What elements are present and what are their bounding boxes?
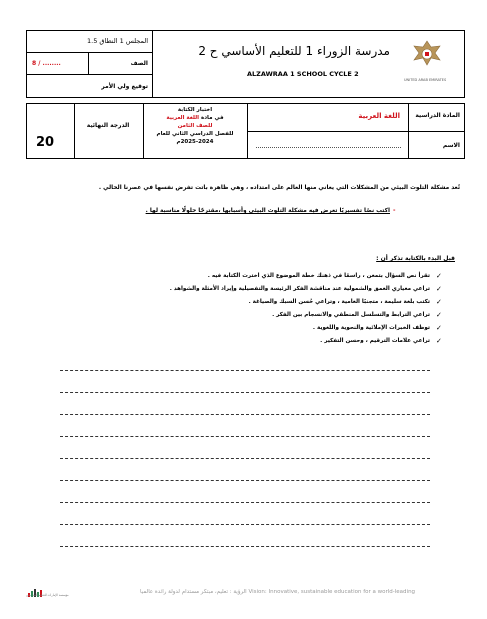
info-col-1 <box>74 103 75 159</box>
score-line <box>32 60 61 68</box>
ministry-caption: UNITED ARAB EMIRATES <box>404 78 447 82</box>
exam-year: 2025-2024م <box>176 139 214 145</box>
exam-title-line-4: للفصل الدراسي الثاني للعام <box>156 131 234 137</box>
checkmark-icon: ✓ <box>436 337 442 345</box>
writing-line[interactable] <box>60 436 430 437</box>
exam-title-line-3: للصف الثامن <box>177 123 213 129</box>
school-name-en: ALZAWRAA 1 SCHOOL CYCLE 2 <box>247 70 359 78</box>
foundation-logo-icon <box>28 582 52 592</box>
instruction-item: تكتب بلغة سليمة ، متجنبًا العامية ، وتراعي حُسن السبك والصياغة . <box>248 299 430 305</box>
writing-line[interactable] <box>60 546 430 547</box>
exam-subject: اللغة العربية <box>166 115 200 121</box>
name-field[interactable] <box>256 147 401 148</box>
prompt-task: اكتب نصًا تفسيريًا تعرض فيه مشكلة التلوث البيئي وأسبابها ،مقترحًا حلولًا مناسبة لها . <box>145 208 390 214</box>
uae-emblem-icon <box>410 38 444 72</box>
final-grade-label: الدرجة النهائية <box>86 122 130 129</box>
checkmark-icon: ✓ <box>436 324 442 332</box>
task-bullet: - <box>393 207 396 214</box>
exam-title-line-2: في مادة اللغة العربية <box>166 115 224 121</box>
checkmark-icon: ✓ <box>436 272 442 280</box>
exam-title <box>148 106 242 146</box>
instruction-item: تراعي علامات الترقيم ، وحسن التفكير . <box>320 338 430 344</box>
writing-line[interactable] <box>60 370 430 371</box>
writing-line[interactable] <box>60 392 430 393</box>
writing-line[interactable] <box>60 480 430 481</box>
guardian-signature-label: توقيع ولي الأمر <box>101 83 148 90</box>
checkmark-icon: ✓ <box>436 285 442 293</box>
info-row-right <box>247 131 465 132</box>
prompt-paragraph: تُعد مشكلة التلوث البيئي من المشكلات التي يعاني منها العالم على امتداده ، وهي ظاهرة باتت تفرض نفسها في عصرنا الحالي . <box>98 185 460 191</box>
instruction-item: تقرأ نص السؤال بتمعن ، راسمًا في ذهنك خطة الموضوع الذي اخترت الكتابة فيه . <box>207 273 430 279</box>
footer-vision: الرؤية : تعليم، مبتكر مستدام لدولة رائدة عالميا Vision: Innovative, sustainable education for a world-leading <box>140 589 416 595</box>
subject-value: اللغة العربية <box>358 112 400 120</box>
header-row-line-1 <box>26 52 152 53</box>
exam-title-line-1: اختبار الكتابة <box>177 107 213 113</box>
council-label: المجلس 1 النطاق 1.5 <box>87 37 148 45</box>
final-grade-value: 20 <box>36 135 55 150</box>
instruction-item: توظف الخبرات الإملائية والنحوية واللغوية . <box>312 325 430 331</box>
writing-line[interactable] <box>60 414 430 415</box>
school-name-ar: مدرسة الزوراء 1 للتعليم الأساسي ح 2 <box>198 44 390 58</box>
instruction-item: تراعي معياري العمق والشمولية عند مناقشة الفكر الرئيسة والتفصيلية وإيراد الأمثلة والشواهد . <box>169 286 430 292</box>
instruction-item: تراعي الترابط والتسلسل المنطقي والانسجام بين الفكر . <box>272 312 430 318</box>
writing-line[interactable] <box>60 502 430 503</box>
writing-line[interactable] <box>60 524 430 525</box>
name-label: الاسم <box>442 142 460 149</box>
header-row-line-2 <box>26 74 152 75</box>
checkmark-icon: ✓ <box>436 311 442 319</box>
info-col-2 <box>143 103 144 159</box>
header-divider <box>152 30 153 98</box>
subject-label: المادة الدراسية <box>415 112 460 119</box>
score-value: 8 / ........ <box>32 60 61 67</box>
checkmark-icon: ✓ <box>436 298 442 306</box>
foundation-logo-caption: مؤسسة الإمارات للتعليم المدرسي <box>26 593 69 597</box>
header-col-line <box>88 52 89 74</box>
instructions-heading: قبل البدء بالكتابة تذكر أن : <box>376 255 455 262</box>
writing-line[interactable] <box>60 458 430 459</box>
class-label: الصف <box>130 60 148 67</box>
